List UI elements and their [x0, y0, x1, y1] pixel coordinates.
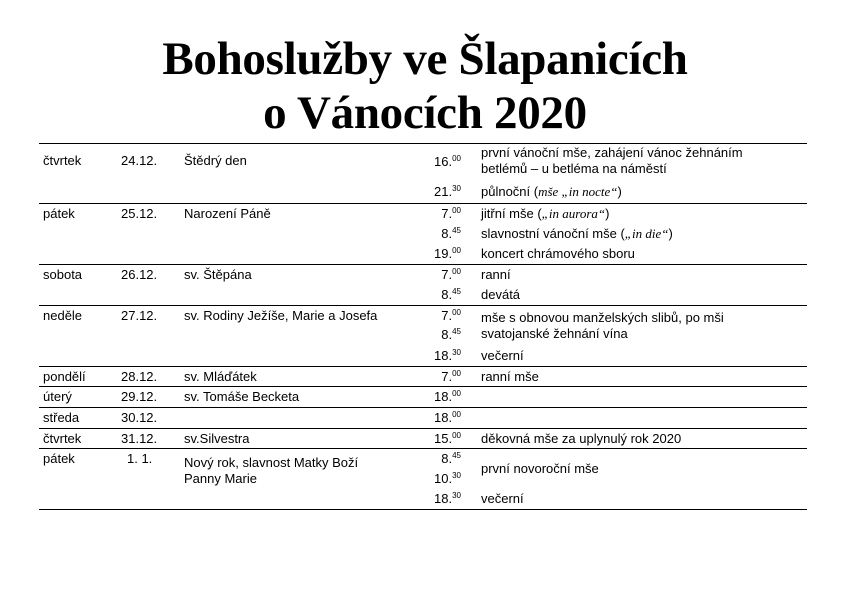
mass-time: 21.30 [434, 184, 461, 199]
mass-description: betlémů – u betléma na náměstí [481, 161, 667, 176]
row-date: 30.12. [121, 410, 158, 425]
mass-time: 7.00 [441, 308, 461, 323]
row-date: 28.12. [121, 369, 158, 384]
mass-description: jitřní mše („in aurora“) [481, 206, 610, 221]
row-date: 31.12. [121, 431, 158, 446]
mass-description: mše s obnovou manželských slibů, po mši [481, 310, 724, 325]
mass-time: 18.00 [434, 410, 461, 425]
row-date: 26.12. [121, 267, 158, 282]
row-feast: sv. Tomáše Becketa [184, 389, 300, 404]
row-feast: Panny Marie [184, 471, 257, 486]
row-day: pátek [43, 206, 75, 221]
row-date: 24.12. [121, 153, 158, 168]
mass-time: 19.00 [434, 246, 461, 261]
mass-time: 8.45 [441, 226, 461, 241]
row-day: pátek [43, 451, 75, 466]
mass-time: 7.00 [441, 267, 461, 282]
mass-time: 18.30 [434, 348, 461, 363]
mass-description: večerní [481, 491, 524, 506]
mass-description: ranní mše [481, 369, 539, 384]
row-day: neděle [43, 308, 83, 323]
title-line-2: o Vánocích 2020 [263, 87, 587, 139]
row-feast: sv. Rodiny Ježíše, Marie a Josefa [184, 308, 378, 323]
mass-description: koncert chrámového sboru [481, 246, 635, 261]
mass-time: 10.30 [434, 471, 461, 486]
title-line-1: Bohoslužby ve Šlapanicích [162, 33, 688, 85]
row-feast: Narození Páně [184, 206, 271, 221]
table-rule [39, 264, 807, 265]
table-rule [39, 407, 807, 408]
table-rule [39, 305, 807, 306]
mass-description: první novoroční mše [481, 461, 599, 476]
mass-description: svatojanské žehnání vína [481, 326, 628, 341]
mass-time: 7.00 [441, 206, 461, 221]
mass-time: 16.00 [434, 154, 461, 169]
row-date: 25.12. [121, 206, 158, 221]
table-rule [39, 428, 807, 429]
mass-time: 18.30 [434, 491, 461, 506]
row-date: 1. 1. [127, 451, 153, 466]
mass-time: 8.45 [441, 327, 461, 342]
row-feast: Štědrý den [184, 153, 247, 168]
row-feast: sv. Mláďátek [184, 369, 257, 384]
row-day: středa [43, 410, 80, 425]
mass-time: 7.00 [441, 369, 461, 384]
mass-time: 8.45 [441, 287, 461, 302]
mass-description: slavnostní vánoční mše („in die“) [481, 226, 673, 241]
table-rule [39, 509, 807, 510]
mass-description: první vánoční mše, zahájení vánoc žehnáním [481, 145, 743, 160]
row-feast: sv. Štěpána [184, 267, 252, 282]
mass-time: 18.00 [434, 389, 461, 404]
mass-description: ranní [481, 267, 511, 282]
row-day: sobota [43, 267, 83, 282]
row-date: 29.12. [121, 389, 158, 404]
row-day: úterý [43, 389, 72, 404]
table-rule [39, 366, 807, 367]
mass-time: 8.45 [441, 451, 461, 466]
table-rule [39, 143, 807, 144]
row-day: čtvrtek [43, 431, 82, 446]
mass-description: večerní [481, 348, 524, 363]
mass-description: půlnoční (mše „in nocte“) [481, 184, 622, 199]
table-rule [39, 448, 807, 449]
mass-description: děkovná mše za uplynulý rok 2020 [481, 431, 682, 446]
table-rule [39, 386, 807, 387]
mass-time: 15.00 [434, 431, 461, 446]
table-rule [39, 203, 807, 204]
row-feast: Nový rok, slavnost Matky Boží [184, 455, 359, 470]
row-day: pondělí [43, 369, 86, 384]
row-date: 27.12. [121, 308, 158, 323]
mass-description: devátá [481, 287, 521, 302]
row-day: čtvrtek [43, 153, 82, 168]
row-feast: sv.Silvestra [184, 431, 250, 446]
